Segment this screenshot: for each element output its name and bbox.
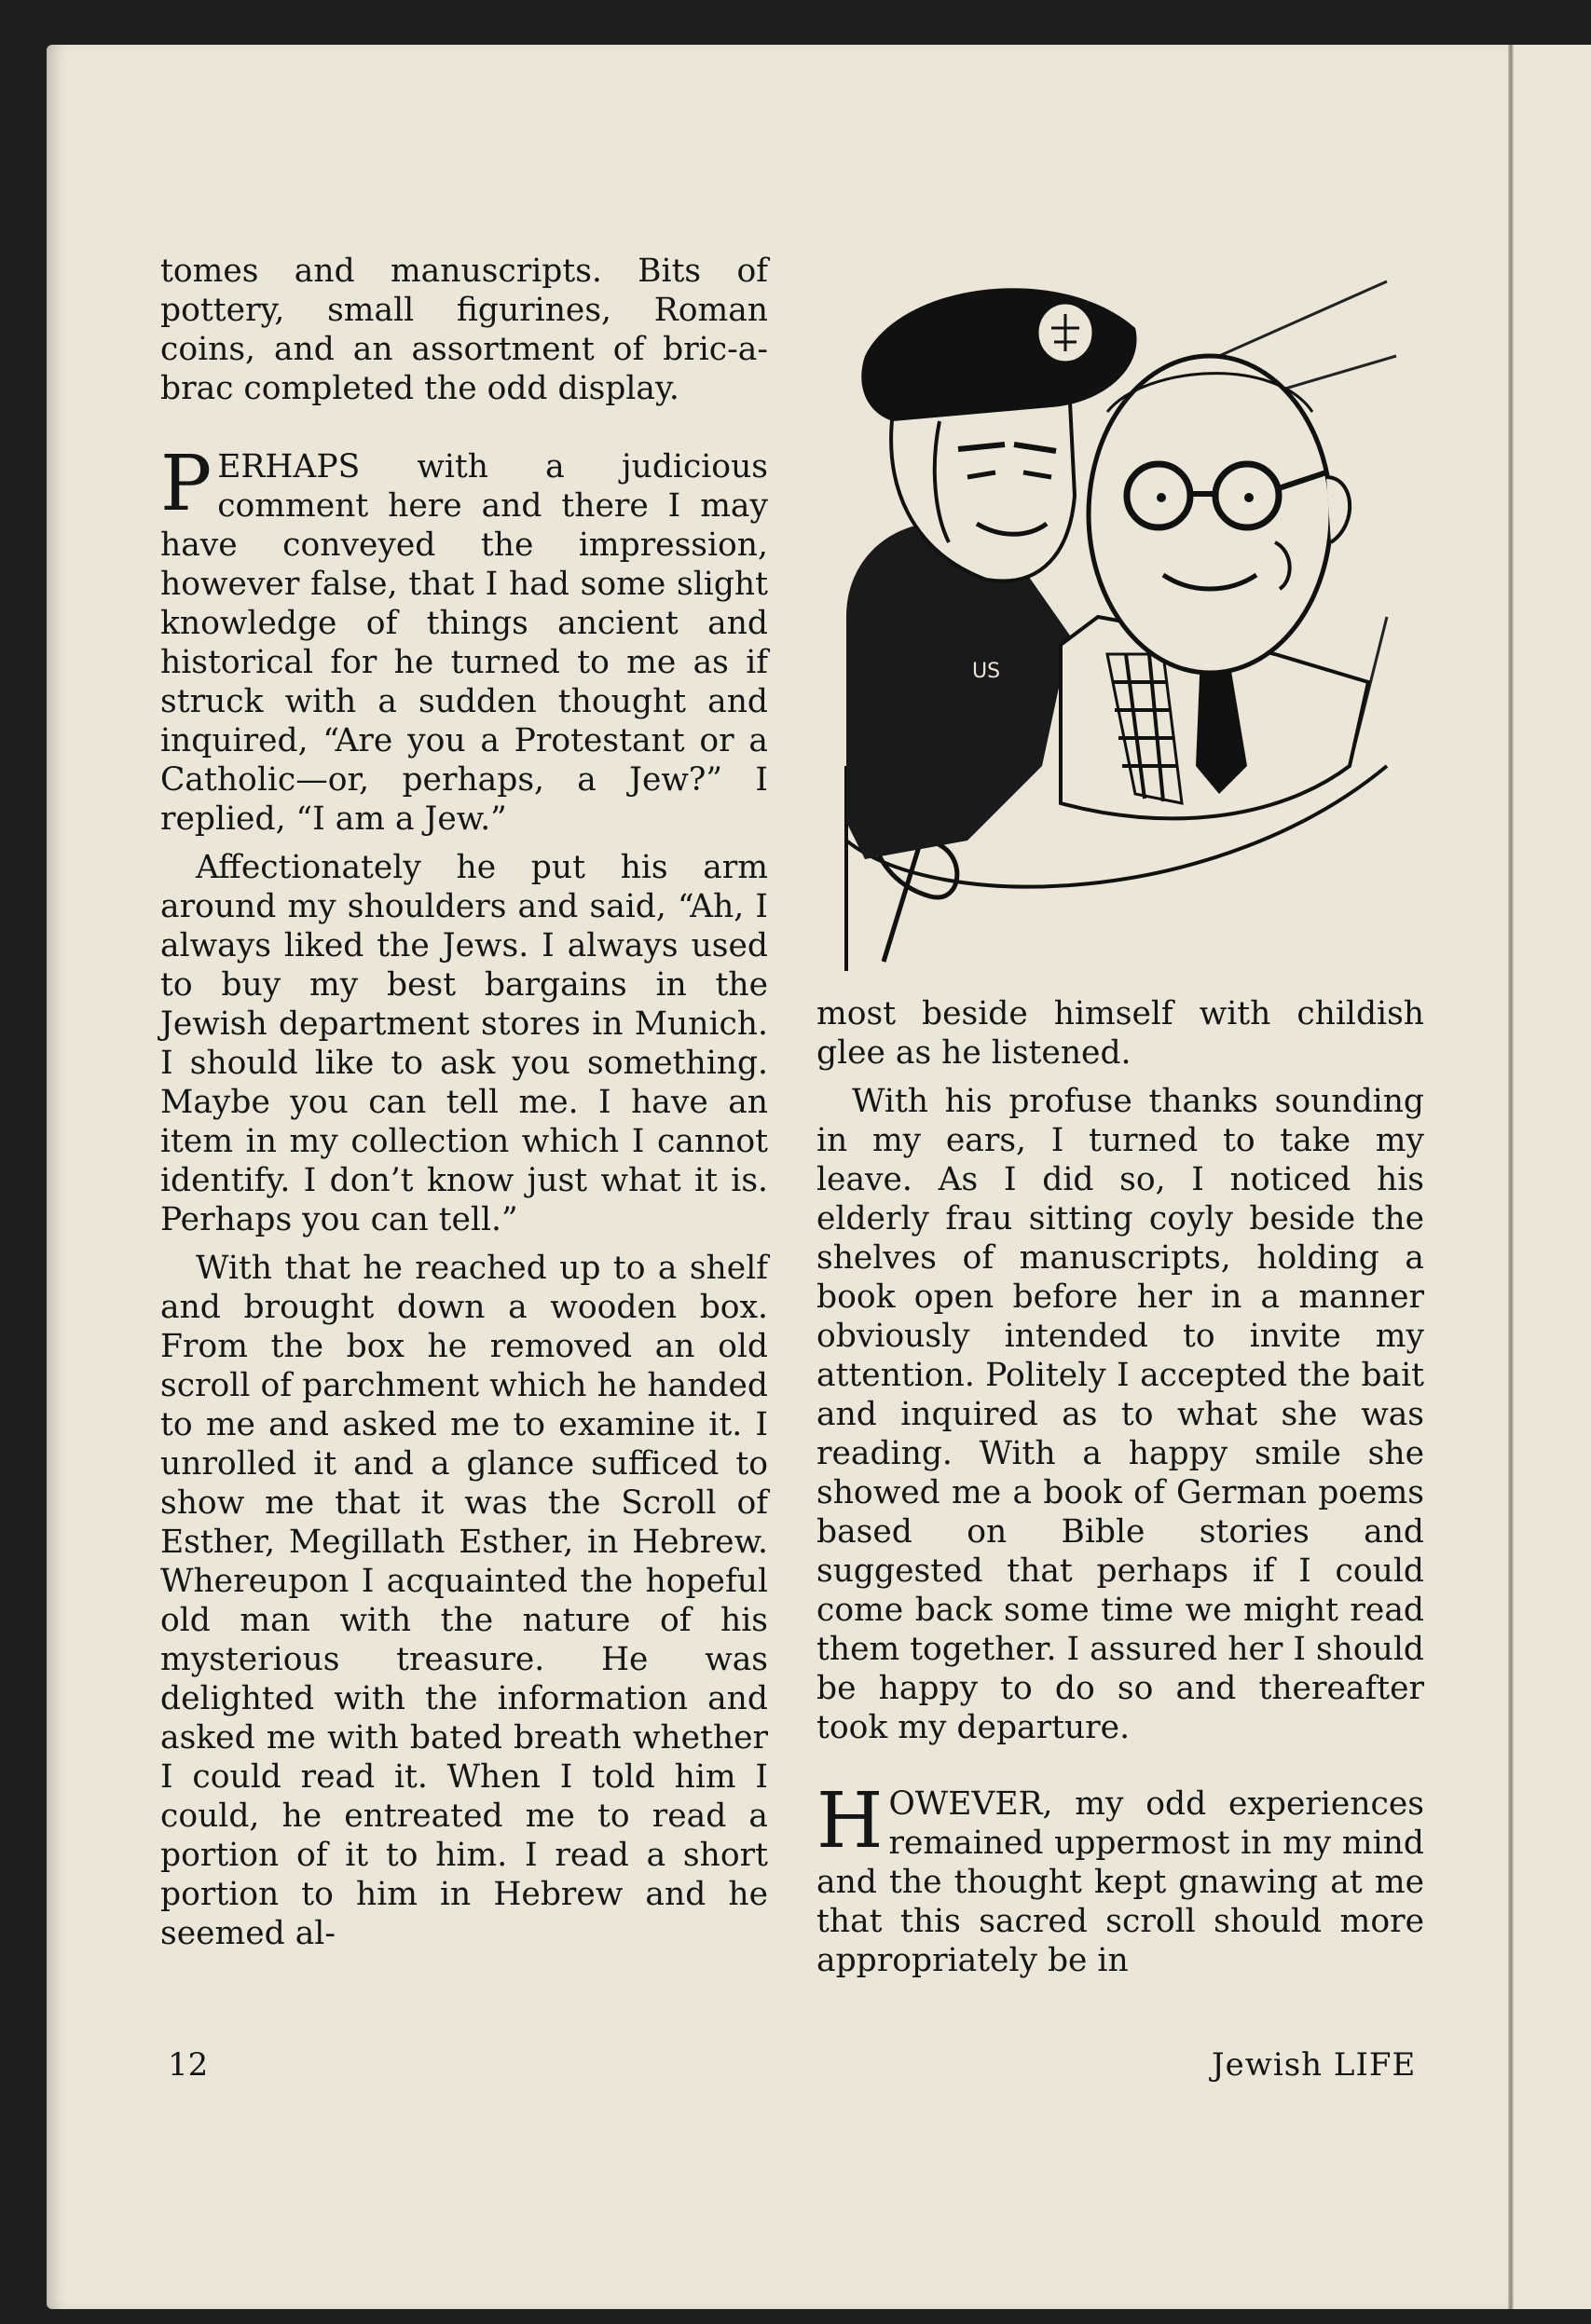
paragraph: most beside himself with childish glee as he listened. [816, 995, 1424, 1072]
illustration-soldier-and-man [828, 244, 1406, 980]
paragraph: With that he reached up to a shelf and brought down a wooden box. From the box he removed an old scroll of parchment which he handed to me and asked me to examine it. I unrolled it and a glance sufficed to show me that it was the Scroll of Esther, Megillath Esther, in Hebrew. Whereupon I acquainted the hopeful old man with the nature of his mysterious treasure. He was delighted with the information and asked me with bated breath whether I could read it. When I told him I could, he entreated me to read a portion of it to him. I read a short portion to him in Hebrew and he seemed al- [160, 1250, 768, 1952]
drop-cap: P [160, 440, 213, 528]
paragraph: Affectionately he put his arm around my shoulders and said, “Ah, I always liked the Jews. I always used to buy my best bargains in the Jewish department stores in Munich. I should like to ask you something. Maybe you can tell me. I have an item in my collection which I cannot identify. I don’t know just what it is. Perhaps you can tell.” [160, 849, 768, 1238]
man-eye [1244, 493, 1254, 502]
paragraph: tomes and manuscripts. Bits of pottery, small figurines, Roman coins, and an assortment of bric-a-brac completed the odd display. [160, 253, 768, 407]
paragraph-text: ERHAPS with a judicious comment here and there I may have conveyed the impression, however false, that I had some slight knowledge of things ancient and historical for he turned to me as if struck with a sudden thought and inquired, “Are you a Protestant or a Catholic—or, perhaps, a Jew?” I replied, “I am a Jew.” [160, 448, 768, 838]
paragraph [160, 440, 768, 839]
paragraph [816, 1777, 1424, 1980]
left-text-column [160, 252, 768, 1953]
man-eye [1157, 493, 1166, 502]
paragraph-text: OWEVER, my odd experiences remained uppermost in my mind and the thought kept gnawing at me that this sacred scroll should more appropriately be in [816, 1785, 1424, 1979]
man-head [1089, 356, 1331, 673]
facing-page-edge [1514, 45, 1591, 2309]
publication-name: Jewish LIFE [1212, 2046, 1417, 2084]
collar-insignia: US [972, 660, 1001, 683]
right-text-column [816, 994, 1424, 1980]
page-number: 12 [168, 2046, 209, 2084]
soldier-cap [861, 288, 1136, 421]
paragraph: With his profuse thanks sounding in my ears, I turned to take my leave. As I did so, I noticed his elderly frau sitting coyly beside the shelves of manuscripts, holding a book open before her in a manner obviously intended to invite my attention. Politely I accepted the bait and inquired as to what she was reading. With a happy smile she showed me a book of German poems based on Bible stories and suggested that perhaps if I could come back some time we might read them together. I assured her I should be happy to do so and thereafter took my departure. [816, 1083, 1424, 1746]
drop-cap: H [816, 1777, 884, 1866]
